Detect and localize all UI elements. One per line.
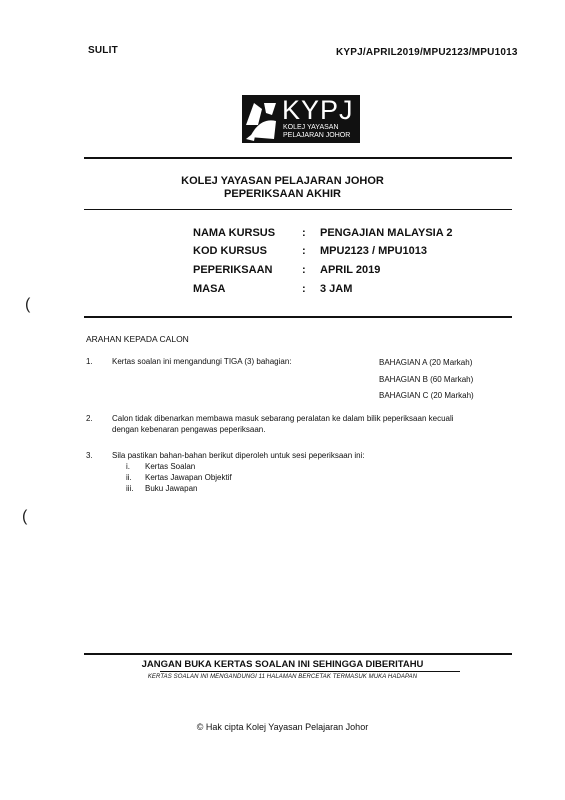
material-number: i. <box>126 462 130 471</box>
header-classification: SULIT <box>88 45 118 56</box>
logo-line-1: KOLEJ YAYASAN <box>283 124 339 131</box>
logo-line-2: PELAJARAN JOHOR <box>283 132 351 139</box>
divider-title <box>84 209 512 210</box>
divider-top <box>84 157 512 159</box>
material-text: Buku Jawapan <box>145 484 198 493</box>
logo-wordmark: KYPJ <box>282 95 354 125</box>
instruction-text: Kertas soalan ini mengandungi TIGA (3) bahagian: <box>112 357 292 366</box>
section-item: BAHAGIAN B (60 Markah) <box>379 375 474 384</box>
info-value: APRIL 2019 <box>320 264 381 276</box>
section-item: BAHAGIAN C (20 Markah) <box>379 391 474 400</box>
instruction-text: Calon tidak dibenarkan membawa masuk sebarang peralatan ke dalam bilik peperiksaan kecuali <box>112 414 454 423</box>
info-label: MASA <box>193 283 226 295</box>
divider-footer <box>84 653 512 655</box>
info-colon: : <box>302 283 306 295</box>
section-item: BAHAGIAN A (20 Markah) <box>379 358 473 367</box>
info-value: PENGAJIAN MALAYSIA 2 <box>320 227 453 239</box>
do-not-open-warning: JANGAN BUKA KERTAS SOALAN INI SEHINGGA DIBERITAHU <box>141 659 424 670</box>
info-colon: : <box>302 264 306 276</box>
instruction-text-cont: dengan kebenaran pengawas peperiksaan. <box>112 425 266 434</box>
material-text: Kertas Jawapan Objektif <box>145 473 232 482</box>
info-label: KOD KURSUS <box>193 245 267 257</box>
scan-hole-mark: ( <box>25 296 31 313</box>
exam-title: PEPERIKSAAN AKHIR <box>224 188 341 200</box>
info-value: 3 JAM <box>320 283 353 295</box>
info-colon: : <box>302 245 306 257</box>
header-document-code: KYPJ/APRIL2019/MPU2123/MPU1013 <box>336 47 518 58</box>
info-colon: : <box>302 227 306 239</box>
warning-underline <box>160 671 460 672</box>
page-count-note: KERTAS SOALAN INI MENGANDUNGI 11 HALAMAN BERCETAK TERMASUK MUKA HADAPAN <box>147 674 418 680</box>
college-title: KOLEJ YAYASAN PELAJARAN JOHOR <box>181 175 384 187</box>
kypj-logo <box>242 95 360 143</box>
info-label: PEPERIKSAAN <box>193 264 273 276</box>
instruction-number: 2. <box>86 414 93 423</box>
instruction-number: 3. <box>86 451 93 460</box>
instruction-number: 1. <box>86 357 93 366</box>
copyright-notice: © Hak cipta Kolej Yayasan Pelajaran Johor <box>196 722 369 732</box>
divider-info <box>84 316 512 318</box>
instruction-text: Sila pastikan bahan-bahan berikut diperoleh untuk sesi peperiksaan ini: <box>112 451 365 460</box>
material-number: ii. <box>126 473 132 482</box>
material-number: iii. <box>126 484 134 493</box>
info-label: NAMA KURSUS <box>193 227 276 239</box>
scan-hole-mark: ( <box>22 508 28 525</box>
material-text: Kertas Soalan <box>145 462 196 471</box>
instructions-heading: ARAHAN KEPADA CALON <box>86 334 189 344</box>
info-value: MPU2123 / MPU1013 <box>320 245 427 257</box>
